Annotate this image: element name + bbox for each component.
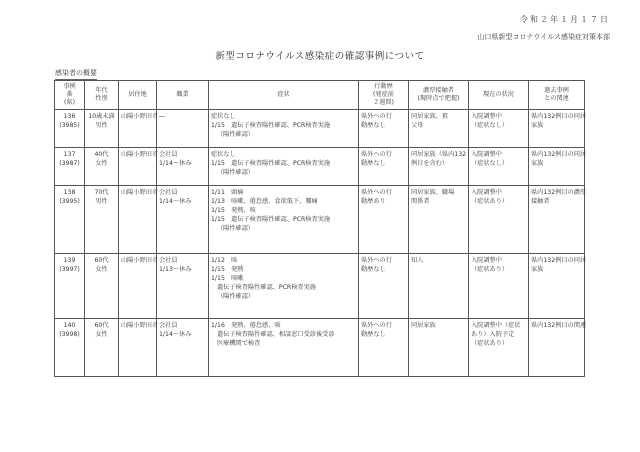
cell-text: 1/15 発熱 (211, 266, 244, 273)
cell-text: 同居家族、祖 (411, 113, 449, 120)
cell-text: 会社員 (159, 189, 178, 196)
cell-text: 1/13～休み (159, 266, 192, 273)
cell-text: (3987) (59, 160, 80, 167)
cell-text: 動歴あり (361, 198, 386, 205)
cell-close-contacts (409, 110, 469, 148)
cell-text: 山陽小野田市 (121, 257, 159, 264)
section-subtitle: 感染者の概要 (55, 68, 97, 80)
cell-travel-history (359, 319, 409, 377)
cell-text: 1/15 遺伝子検査陽性確認、PCR検査実施 (211, 122, 331, 129)
cell-relation (529, 319, 585, 377)
cell-close-contacts (409, 186, 469, 254)
cell-text: 例目を含む） (411, 160, 449, 167)
release-date: 令和２年１月１７日 (520, 15, 610, 24)
cell-text: 県外への行 (361, 322, 392, 329)
cell-text: 接触者 (531, 198, 550, 205)
cell-occupation (157, 254, 209, 319)
cell-text: 男性 (95, 122, 108, 129)
cell-relation (529, 254, 585, 319)
col-travel-history-header: 行動歴 (発症前 ２週間) (359, 81, 409, 110)
cell-text: （陽性確認） (217, 225, 255, 232)
col-case-number-header: 事例 番 (県) (55, 81, 85, 110)
cell-current-status (469, 186, 529, 254)
cell-text: 動歴なし (361, 122, 386, 129)
cell-text: 70代 (94, 189, 109, 196)
cell-occupation (157, 186, 209, 254)
cell-text: 同居家族（県内132 (411, 151, 467, 158)
cell-text: (3998) (59, 331, 80, 338)
cell-text: ― (159, 113, 166, 120)
cell-text: (3995) (59, 198, 80, 205)
cell-text: 60代 (94, 257, 109, 264)
cell-text: （症状あり） (471, 340, 509, 347)
cell-text: （症状あり） (471, 198, 509, 205)
cell-text: 1/15 遺伝子検査陽性確認、PCR検査実施 (211, 160, 331, 167)
cell-text: 1/15 発熱、咳 (211, 207, 256, 214)
cell-text: 1/11 頭痛 (211, 189, 244, 196)
cell-symptoms (209, 254, 359, 319)
cell-text: 139 (63, 257, 76, 264)
cell-text: 女性 (95, 160, 108, 167)
cell-text: 140 (63, 322, 76, 329)
cell-text: 県内132例目の同居 (531, 257, 587, 264)
cell-text: 県内132例目の関連 (531, 322, 587, 329)
col-occupation-header: 職業 (157, 81, 209, 110)
cell-travel-history (359, 148, 409, 186)
cell-text: 関係者 (411, 198, 430, 205)
cell-text: (3985) (59, 122, 80, 129)
cell-text: 40代 (94, 151, 109, 158)
cell-text: 症状なし (211, 151, 236, 158)
col-close-contacts-header: 濃厚接触者 (現時点で把握) (409, 81, 469, 110)
cell-text: 同居家族、職場 (411, 189, 455, 196)
case-table (54, 80, 585, 377)
cell-text: 症状なし (211, 113, 236, 120)
cell-text: 1/14～休み (159, 160, 192, 167)
cell-text: 家族 (531, 122, 544, 129)
cell-age-sex (85, 319, 119, 377)
cell-residence (119, 319, 157, 377)
cell-text: 家族 (531, 266, 544, 273)
cell-text: 家族 (531, 160, 544, 167)
cell-residence (119, 148, 157, 186)
cell-text: 県内132例目の同居 (531, 151, 587, 158)
cell-close-contacts (409, 254, 469, 319)
cell-close-contacts (409, 319, 469, 377)
table-row (55, 186, 585, 254)
cell-text: 県外への行 (361, 189, 392, 196)
cell-text: 父母 (411, 122, 424, 129)
issuing-organization: 山口県新型コロナウイルス感染症対策本部 (477, 33, 610, 41)
cell-text: 1/14～休み (159, 331, 192, 338)
cell-text: 137 (63, 151, 76, 158)
document-title: 新型コロナウイルス感染症の確認事例について (215, 51, 425, 62)
cell-text: 知人 (411, 257, 424, 264)
cell-current-status (469, 319, 529, 377)
cell-text: 動歴なし (361, 331, 386, 338)
cell-age-sex (85, 186, 119, 254)
cell-current-status (469, 254, 529, 319)
cell-current-status (469, 148, 529, 186)
cell-text: 入院調整中 (471, 113, 502, 120)
cell-case-number (55, 148, 85, 186)
cell-text: 10歳未満 (88, 113, 115, 120)
cell-text: （症状なし） (471, 122, 509, 129)
col-relation-header: 過去事例 との関連 (529, 81, 585, 110)
cell-text: 男性 (95, 198, 108, 205)
cell-age-sex (85, 148, 119, 186)
cell-occupation (157, 110, 209, 148)
cell-text: （陽性確認） (217, 293, 255, 300)
cell-text: 女性 (95, 331, 108, 338)
cell-relation (529, 148, 585, 186)
cell-text: （陽性確認） (217, 169, 255, 176)
cell-case-number (55, 110, 85, 148)
cell-text: 136 (63, 113, 76, 120)
cell-age-sex (85, 110, 119, 148)
cell-symptoms (209, 110, 359, 148)
cell-text: 山陽小野田市 (121, 322, 159, 329)
cell-text: 入院調整中 (471, 189, 502, 196)
cell-text: 遺伝子検査陽性確認、PCR検査実施 (217, 284, 316, 291)
cell-text: 入院調整中 (471, 257, 502, 264)
col-current-status-header: 現在の状況 (469, 81, 529, 110)
cell-text: 県内132例目の濃厚 (531, 189, 587, 196)
cell-relation (529, 186, 585, 254)
cell-text: （症状あり） (471, 266, 509, 273)
cell-symptoms (209, 148, 359, 186)
table-row (55, 110, 585, 148)
cell-text: 遺伝子検査陽性確認、相談窓口受診後受診 (217, 331, 335, 338)
cell-occupation (157, 319, 209, 377)
cell-residence (119, 254, 157, 319)
cell-occupation (157, 148, 209, 186)
cell-symptoms (209, 319, 359, 377)
cell-current-status (469, 110, 529, 148)
cell-text: 入院調整中 (471, 151, 502, 158)
table-header-row (55, 81, 585, 110)
table-row (55, 148, 585, 186)
cell-text: 会社員 (159, 151, 178, 158)
cell-text: (3997) (59, 266, 80, 273)
cell-text: 県外への行 (361, 113, 392, 120)
cell-text: 入院調整中（症状 (471, 322, 521, 329)
cell-text: 1/15 咳嗽 (211, 275, 244, 282)
table-body (55, 110, 585, 377)
cell-text: 1/14～休み (159, 198, 192, 205)
table-row (55, 319, 585, 377)
col-residence-header: 居住地 (119, 81, 157, 110)
cell-text: 山陽小野田市 (121, 113, 159, 120)
cell-travel-history (359, 254, 409, 319)
cell-case-number (55, 319, 85, 377)
cell-text: 動歴なし (361, 160, 386, 167)
cell-text: 1/12 咳 (211, 257, 238, 264)
cell-text: 60代 (94, 322, 109, 329)
cell-text: 1/16 発熱、倦怠感、咳 (211, 322, 281, 329)
cell-travel-history (359, 110, 409, 148)
cell-text: 県内132例目の同居 (531, 113, 587, 120)
cell-residence (119, 186, 157, 254)
cell-case-number (55, 254, 85, 319)
col-age-sex-header: 年代 性別 (85, 81, 119, 110)
cell-text: 1/13 咳嗽、倦怠感、食欲低下、腰痛 (211, 198, 318, 205)
cell-text: 山陽小野田市 (121, 189, 159, 196)
cell-text: 動歴なし (361, 266, 386, 273)
col-symptoms-header: 症状 (209, 81, 359, 110)
cell-symptoms (209, 186, 359, 254)
cell-close-contacts (409, 148, 469, 186)
cell-travel-history (359, 186, 409, 254)
cell-text: 138 (63, 189, 76, 196)
cell-age-sex (85, 254, 119, 319)
cell-text: 山陽小野田市 (121, 151, 159, 158)
cell-text: 同居家族 (411, 322, 436, 329)
cell-case-number (55, 186, 85, 254)
cell-residence (119, 110, 157, 148)
table-row (55, 254, 585, 319)
cell-text: （症状なし） (471, 160, 509, 167)
cell-relation (529, 110, 585, 148)
cell-text: （陽性確認） (217, 131, 255, 138)
cell-text: 会社員 (159, 322, 178, 329)
cell-text: 女性 (95, 266, 108, 273)
cell-text: 1/15 遺伝子検査陽性確認、PCR検査実施 (211, 216, 331, 223)
cell-text: 医療機関で検査 (217, 340, 261, 347)
cell-text: 県外への行 (361, 151, 392, 158)
cell-text: あり）入院予定 (471, 331, 515, 338)
cell-text: 会社員 (159, 257, 178, 264)
cell-text: 県外への行 (361, 257, 392, 264)
